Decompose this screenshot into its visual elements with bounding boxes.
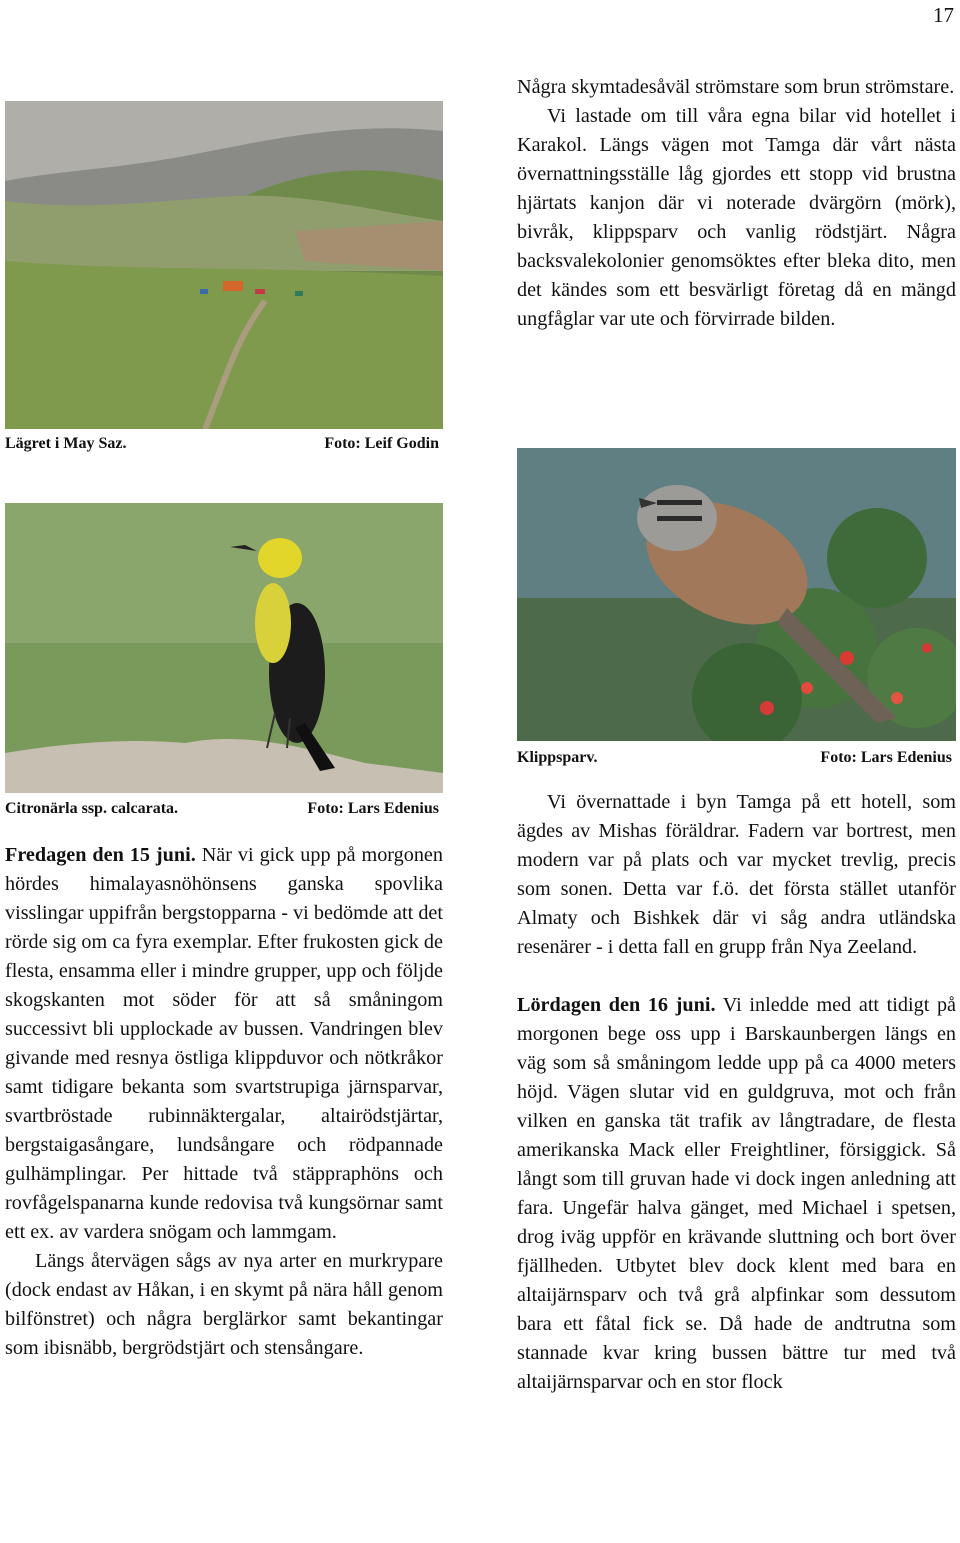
right-top-paragraph-2: Vi lastade om till våra egna bilar vid hotellet i Karakol. Längs vägen mot Tamga där vårt nästa övernattningsställe låg gjordes ett stopp vid brustna hjärtats kanjon där vi noterade dvärgörn (mörk), bivråk, klippsparv och vanlig rödstjärt. Några backsvalekolonier genomsöktes efter bleka dito, men det kändes som ett besvärligt företag då en mängd ungfåglar var ute och förvirrade bilden. (517, 105, 956, 330)
friday-text: När vi gick upp på morgonen hördes himalayasnöhönsens ganska spovlika visslingar uppifrån bergstopparna - vi bedömde att det rörde sig om ca fyra exemplar. Efter frukosten gick de flesta, ensamma eller i mindre grupper, upp och följde skogskanten mot söder för att så småningom successivt bli upplockade av bussen. Vandringen blev givande med resnya östliga klippduvor och nötkråkor samt tidigare bekanta som svartstrupiga järnsparvar, svartbröstade rubinnäktergalar, altairödstjärtar, bergstaigasångare, lundsångare och rödpannade gulhämplingar. Per hittade två stäppraphöns och rovfågelspanarna kunde redovisa två kungsörnar samt ett ex. av vardera snögam och lammgam. (5, 844, 443, 1243)
left-bottom-paragraph-1 (5, 841, 443, 1247)
bunting-photo (517, 448, 956, 741)
wagtail-photo-caption (5, 799, 439, 819)
camp-photo-caption (5, 434, 439, 454)
bunting-credit-text: Foto: Lars Edenius (820, 749, 952, 766)
saturday-date-heading: Lördagen den 16 juni. (517, 994, 716, 1016)
wagtail-caption-text: Citronärla ssp. calcarata. (5, 800, 179, 817)
wagtail-photo (5, 503, 443, 793)
camp-credit-text: Foto: Leif Godin (324, 435, 439, 452)
camp-photo (5, 101, 443, 429)
wagtail-credit-text: Foto: Lars Edenius (307, 800, 439, 817)
saturday-text: Vi inledde med att tidigt på morgonen bege oss upp i Barskaunbergen längs en väg som så småningom ledde upp på ca 4000 meters höjd. Vägen slutar vid en guldgruva, mot och från vilken en ganska tät trafik av långtradare, de flesta amerikanska Mack eller Freightliner, försiggick. Så långt som till gruvan hade vi dock ingen anledning att fara. Ungefär halva gänget, med Michael i spetsen, drog iväg uppför en krävande sluttning och bort över fjällheden. Utbytet blev dock klent med bara en altaijärnsparv och två grå alpfinkar som dessutom bara ett fåtal fick se. Då hade de andtrutna som stannade kvar kring bussen bättre tur med två altaijärnsparvar och en stor flock (517, 994, 957, 1393)
bunting-photo-caption (517, 748, 952, 768)
right-column-bottom (517, 788, 956, 1397)
right-bottom-paragraph-1: Vi övernattade i byn Tamga på ett hotell, som ägdes av Mishas föräldrar. Fadern var bortrest, men modern var på plats och var mycket trevlig, precis som sonen. Detta var f.ö. det första stället utanför Almaty och Bishkek där vi såg andra utländska resenärer - i detta fall en grupp från Nya Zeeland. (517, 791, 956, 958)
friday-date-heading: Fredagen den 15 juni. (5, 844, 196, 866)
right-column-top (517, 73, 956, 334)
camp-caption-text: Lägret i May Saz. (5, 435, 127, 452)
page-number: 17 (933, 3, 954, 27)
bunting-caption-text: Klippsparv. (517, 749, 598, 766)
right-bottom-paragraph-2 (517, 991, 956, 1397)
left-bottom-paragraph-2: Längs återvägen sågs av nya arter en murkrypare (dock endast av Håkan, i en skymt på nära håll genom bilfönstret) och några berglärkor samt bekantingar som ibisnäbb, bergrödstjärt och stensångare. (5, 1250, 443, 1359)
right-top-paragraph-1: Några skymtadesåväl strömstare som brun strömstare. (517, 76, 955, 98)
left-column-bottom (5, 841, 443, 1363)
